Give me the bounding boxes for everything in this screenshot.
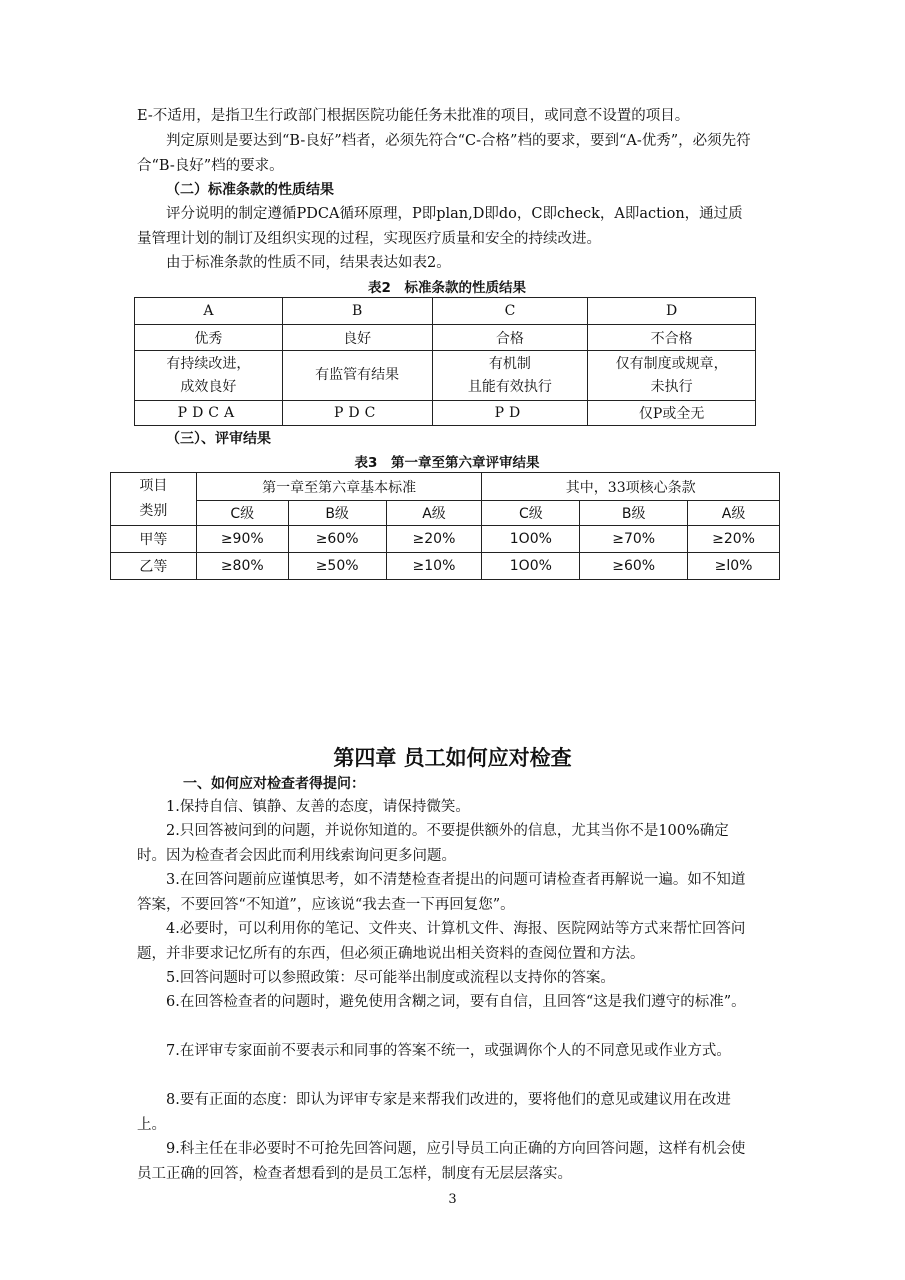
table3-cell: ≥90%	[196, 526, 288, 553]
page-number: 3	[448, 1192, 457, 1207]
table2-pdca-row	[135, 401, 756, 426]
list-item: 5.回答问题时可以参照政策：尽可能举出制度或流程以支持你的答案。	[166, 970, 615, 986]
table3-group-row	[111, 473, 780, 501]
table3-row-label: 甲等	[111, 526, 197, 553]
table3-level-cell: A级	[688, 501, 780, 526]
table3-category-label: 类别	[139, 503, 168, 519]
chapter-title: 第四章 员工如何应对检查	[333, 746, 572, 770]
table2-header-cell: A	[135, 298, 283, 325]
table2-cell: 不合格	[588, 325, 756, 351]
table2-cell: 优秀	[135, 325, 283, 351]
table3-group-core: 其中，33项核心条款	[482, 473, 780, 501]
table2-cell	[588, 351, 756, 401]
table2-cell: PDC	[282, 401, 432, 426]
table2-cell-line: 有监管有结果	[315, 367, 400, 383]
paragraph-e-not-applicable: E-不适用，是指卫生行政部门根据医院功能任务未批准的项目，或同意不设置的项目。	[137, 108, 690, 124]
table3-level-cell: B级	[580, 501, 688, 526]
table2-cell	[135, 351, 283, 401]
table3-item-category-cell	[111, 473, 197, 526]
table3-cell: ≥70%	[580, 526, 688, 553]
list-item: 6.在回答检查者的问题时，避免使用含糊之词，要有自信，且回答“这是我们遵守的标准”。	[166, 994, 746, 1010]
paragraph-judgment-rule: 判定原则是要达到“B-良好”档者，必须先符合“C-合格”档的要求，要到“A-优秀”，必须先符合“B-良好”档的要求。	[137, 133, 751, 174]
section-heading-2: （二）标准条款的性质结果	[166, 182, 334, 198]
table2-cell-line: 未执行	[650, 378, 693, 395]
table2-cell: 仅P或全无	[588, 401, 756, 426]
table2-caption: 表2 标准条款的性质结果	[368, 280, 526, 296]
table3-row-yi	[111, 553, 780, 580]
table3-cell: ≥80%	[196, 553, 288, 580]
table2-cell: PD	[432, 401, 588, 426]
table2-cell: PDCA	[135, 401, 283, 426]
list-item: 1.保持自信、镇静、友善的态度，请保持微笑。	[166, 799, 470, 815]
table3-level-cell: B级	[288, 501, 386, 526]
table3	[110, 472, 780, 580]
table3-row-jia	[111, 526, 780, 553]
table2-cell	[282, 351, 432, 401]
table2-desc-row	[135, 351, 756, 401]
section-heading-3: （三）、评审结果	[166, 431, 271, 447]
list-item: 8.要有正面的态度：即认为评审专家是来帮我们改进的，要将他们的意见或建议用在改进上。	[137, 1092, 731, 1133]
table2-cell-line: 成效良好	[180, 378, 237, 395]
table3-level-row	[111, 501, 780, 526]
table3-group-basic: 第一章至第六章基本标准	[196, 473, 482, 501]
table2-cell-line: 仅有制度或规章，	[615, 355, 728, 372]
list-item: 7.在评审专家面前不要表示和同事的答案不统一，或强调你个人的不同意见或作业方式。	[166, 1043, 731, 1059]
table3-cell: ≥60%	[288, 526, 386, 553]
table3-caption: 表3 第一章至第六章评审结果	[354, 455, 540, 471]
list-item: 4.必要时，可以利用你的笔记、文件夹、计算机文件、海报、医院网站等方式来帮忙回答问题，并非要求记忆所有的东西，但必须正确地说出相关资料的查阅位置和方法。	[137, 921, 746, 962]
paragraph-pdca: 评分说明的制定遵循PDCA循环原理，P即plan,D即do，C即check，A即action，通过质量管理计划的制订及组织实现的过程，实现医疗质量和安全的持续改进。	[137, 206, 743, 247]
table2-cell-line: 有机制	[488, 355, 531, 372]
table3-row-label: 乙等	[111, 553, 197, 580]
table2-header-cell: B	[282, 298, 432, 325]
table3-level-cell: A级	[386, 501, 482, 526]
table3-cell: ≥20%	[386, 526, 482, 553]
table3-cell: ≥l0%	[688, 553, 780, 580]
table2-cell-line: 有持续改进，	[166, 355, 251, 372]
list-item: 3.在回答问题前应谨慎思考，如不清楚检查者提出的问题可请检查者再解说一遍。如不知道答案，不要回答“不知道”，应该说“我去查一下再回复您”。	[137, 872, 746, 913]
table3-item-label: 项目	[139, 478, 168, 494]
table2-header-row	[135, 298, 756, 325]
table2-cell-line: 且能有效执行	[467, 378, 552, 395]
table3-cell: ≥10%	[386, 553, 482, 580]
table3-cell: 1O0%	[482, 526, 580, 553]
table3-cell: ≥20%	[688, 526, 780, 553]
chapter-subheading: 一、如何应对检查者得提问：	[183, 776, 365, 792]
list-item: 2.只回答被问到的问题，并说你知道的。不要提供额外的信息，尤其当你不是100%确定时。因为检查者会因此而利用线索询问更多问题。	[137, 823, 729, 864]
table2-header-cell: D	[588, 298, 756, 325]
list-item: 9.科主任在非必要时不可抢先回答问题，应引导员工向正确的方向回答问题，这样有机会使员工正确的回答，检查者想看到的是员工怎样，制度有无层层落实。	[137, 1141, 746, 1182]
table3-cell: ≥60%	[580, 553, 688, 580]
table2-header-cell: C	[432, 298, 588, 325]
table3-level-cell: C级	[482, 501, 580, 526]
table2-cell: 合格	[432, 325, 588, 351]
table3-cell: 1O0%	[482, 553, 580, 580]
table2-cell: 良好	[282, 325, 432, 351]
table3-cell: ≥50%	[288, 553, 386, 580]
table3-level-cell: C级	[196, 501, 288, 526]
paragraph-table2-intro: 由于标准条款的性质不同，结果表达如表2。	[166, 255, 451, 271]
table2-cell	[432, 351, 588, 401]
table2	[134, 297, 756, 426]
table2-grade-row	[135, 325, 756, 351]
